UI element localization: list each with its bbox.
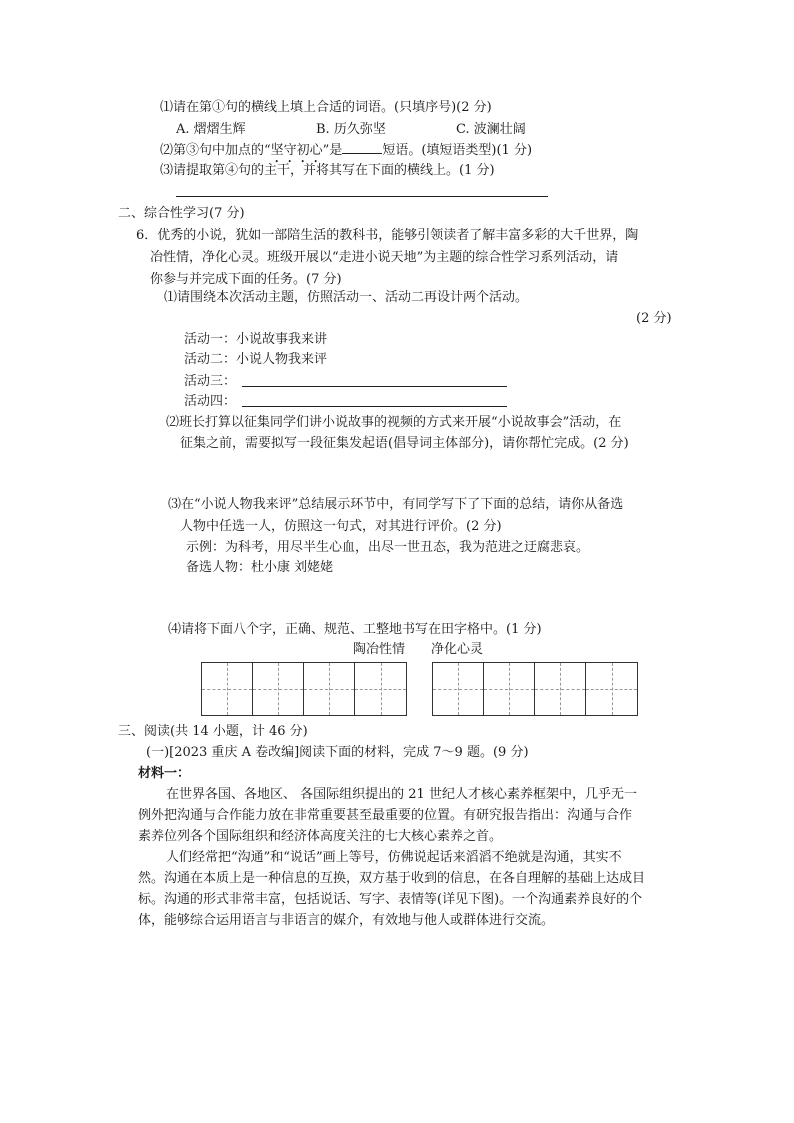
section3-sub1: (一)[2023 重庆 A 卷改编]阅读下面的材料，完成 7～9 题。(9 分): [146, 745, 529, 760]
tianzige-cell[interactable]: [586, 663, 637, 715]
tianzige-group-2: [432, 662, 638, 716]
activity-2: 活动二：小说人物我来评: [184, 352, 328, 367]
q6-part3-line1: ⑶在“小说人物我来评”总结展示环节中，有同学写下了下面的总结，请你从备选: [168, 497, 624, 512]
tianzige-cell[interactable]: [355, 663, 406, 715]
q5-option-b: B. 历久弥坚: [316, 122, 386, 137]
activity-1: 活动一：小说故事我来讲: [184, 332, 328, 347]
activity-4-label: 活动四：: [184, 394, 237, 409]
tianzige-cell[interactable]: [484, 663, 535, 715]
q5-part2-post: 短语。(填短语类型)(1 分): [382, 143, 533, 158]
q6-part1: ⑴请围绕本次活动主题，仿照活动一、活动二再设计两个活动。: [164, 290, 529, 305]
q6-line1: 6．优秀的小说，犹如一部陪生活的教科书，能够引领读者了解丰富多彩的大千世界，陶: [136, 228, 639, 243]
q6-part1-score: (2 分): [636, 311, 672, 326]
q6-line2: 冶性情，净化心灵。班级开展以“走进小说天地”为主题的综合性学习系列活动，请: [150, 250, 619, 265]
q6-part3-candidates: 备选人物：杜小康 刘姥姥: [186, 560, 334, 575]
q5-option-a: A. 熠熠生辉: [176, 122, 246, 137]
q5-part1: ⑴请在第①句的横线上填上合适的词语。(只填序号)(2 分): [160, 100, 492, 115]
q5-part2-mid: ”是: [322, 143, 343, 158]
material-1-para2-line3: 标。沟通的形式非常丰富，包括说话、写字、表情等(详见下图)。一个沟通素养良好的个: [138, 892, 643, 907]
material-1-para2-line2: 然。沟通在本质上是一种信息的互换，双方基于收到的信息，在各自理解的基础上达成目: [138, 871, 646, 886]
material-1-para1-line1: 在世界各国、各地区、 各国际组织提出的 21 世纪人才核心素养框架中，几乎无一: [166, 787, 637, 802]
q6-part2-line2: 征集之前，需要拟写一段征集发起语(倡导词主体部分)，请你帮忙完成。(2 分): [180, 436, 629, 451]
tianzige-cell[interactable]: [202, 663, 253, 715]
tianzige-cell[interactable]: [433, 663, 484, 715]
q5-part2-emphasis: 坚守初心: [270, 143, 323, 158]
q6-part3-line2: 人物中任选一人，仿照这一句式，对其进行评价。(2 分): [180, 519, 502, 534]
activity-3-answer-line[interactable]: [242, 386, 507, 387]
q6-line3: 你参与并完成下面的任务。(7 分): [150, 272, 342, 287]
tianzige-group-1: [201, 662, 407, 716]
section2-title: 二、综合性学习(7 分): [118, 206, 245, 221]
q5-option-c: C. 波澜壮阔: [456, 122, 526, 137]
q5-part2-pre: ⑵第③句中加点的“: [160, 143, 271, 158]
q5-part2-answer-blank[interactable]: [342, 141, 382, 154]
tianzige-cell[interactable]: [304, 663, 355, 715]
q6-part3-example: 示例：为科考，用尽半生心血，出尽一世丑态，我为范进之迂腐悲哀。: [186, 540, 590, 555]
material-1-para1-line2: 例外把沟通与合作能力放在非常重要甚至最重要的位置。有研究报告指出：沟通与合作: [138, 808, 633, 823]
tianzige-cell[interactable]: [535, 663, 586, 715]
tianzige-cell[interactable]: [253, 663, 304, 715]
material-1-para2-line1: 人们经常把“沟通”和“说话”画上等号，仿佛说起话来滔滔不绝就是沟通，其实不: [166, 850, 622, 865]
q6-part2-line1: ⑵班长打算以征集同学们讲小说故事的视频的方式来开展“小说故事会”活动，在: [166, 415, 622, 430]
q6-part4-words-b: 净化心灵: [431, 642, 484, 657]
q6-part4: ⑷请将下面八个字，正确、规范、工整地书写在田字格中。(1 分): [168, 622, 542, 637]
section3-title: 三、阅读(共 14 小题，计 46 分): [118, 724, 308, 739]
material-1-para1-line3: 素养位列各个国际组织和经济体高度关注的七大核心素养之首。: [138, 829, 503, 844]
material-1-para2-line4: 体，能够综合运用语言与非语言的媒介，有效地与他人或群体进行交流。: [138, 913, 555, 928]
activity-4-answer-line[interactable]: [242, 406, 507, 407]
q5-part3: ⑶请提取第④句的主干，并将其写在下面的横线上。(1 分): [160, 163, 495, 178]
q6-part4-words-a: 陶冶性情: [353, 642, 406, 657]
q5-part3-answer-line[interactable]: [176, 196, 548, 197]
activity-3-label: 活动三：: [184, 374, 237, 389]
material-1-label: 材料一：: [138, 766, 191, 781]
